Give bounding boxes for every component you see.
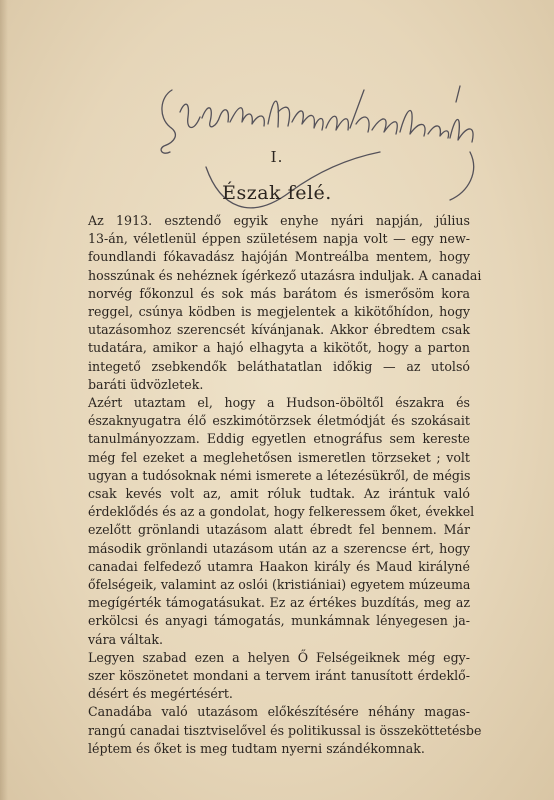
text-line: szer köszönetet mondani a tervem iránt tanusított érdeklő- (88, 668, 470, 684)
text-line: tanulmányozzam. Eddig egyetlen etnográfus sem kereste (88, 431, 470, 447)
page-fold-shadow (0, 0, 8, 800)
chapter-number: I. (270, 148, 284, 166)
paragraph (88, 703, 482, 758)
text-line: ezelőtt grönlandi utazásom alatt ébredt fel bennem. Már (88, 522, 470, 538)
text-line: második grönlandi utazásom után az a szerencse ért, hogy (88, 540, 470, 556)
text-line: ugyan a tudósoknak némi ismerete a létezésükről, de mégis (88, 467, 471, 483)
text-line: erkölcsi és anyagi támogatás, munkámnak lényegesen ja- (88, 613, 470, 629)
text-line: 13-án, véletlenül éppen születésem napja volt — egy new- (88, 231, 470, 247)
text-line: Legyen szabad ezen a helyen Ő Felségeiknek még egy- (88, 649, 470, 665)
text-line: északnyugatra élő eszkimótörzsek életmódját és szokásait (88, 413, 470, 429)
text-line: csak kevés volt az, amit róluk tudtak. Az irántuk való (88, 486, 470, 502)
text-line: Az 1913. esztendő egyik enyhe nyári napján, július (88, 213, 470, 228)
text-line: rangú canadai tisztviselővel és politikussal is összeköttetésbe (88, 722, 482, 738)
text-line: Canadába való utazásom előkészítésére néhány magas- (88, 704, 470, 720)
text-line: őfelségeik, valamint az oslói (kristiániai) egyetem múzeuma (88, 577, 471, 593)
text-line: désért és megértésért. (88, 686, 233, 702)
text-line: integető zsebkendők beláthatatlan időkig — az utolsó (88, 358, 470, 374)
text-line: vára váltak. (88, 631, 164, 647)
paragraph (88, 394, 475, 649)
text-line: foundlandi fókavadász hajóján Montreálba mentem, hogy (88, 249, 470, 265)
text-line: megígérték támogatásukat. Ez az értékes buzdítás, meg az (88, 595, 470, 611)
text-line: canadai felfedező utamra Haakon király és Maud királyné (88, 558, 470, 574)
chapter-title: Észak felé. (222, 182, 332, 204)
text-line: léptem és őket is meg tudtam nyerni szándékomnak. (88, 740, 425, 756)
paragraph (88, 649, 470, 704)
text-line: Azért utaztam el, hogy a Hudson-öböltől északra és (88, 395, 470, 411)
paragraph (88, 212, 482, 394)
text-line: norvég főkonzul és sok más barátom és ismerősöm kora (88, 285, 470, 301)
text-line: utazásomhoz szerencsét kívánjanak. Akkor ébredtem csak (88, 322, 470, 338)
text-line: még fel ezeket a meglehetősen ismeretlen törzseket ; volt (88, 449, 470, 465)
body-text (88, 212, 482, 758)
text-line: érdeklődés és az a gondolat, hogy felkeressem őket, évekkel (88, 504, 475, 520)
text-line: hosszúnak és nehéznek ígérkező utazásra induljak. A canadai (88, 267, 482, 283)
text-line: tudatára, amikor a hajó elhagyta a kikötőt, hogy a parton (88, 340, 470, 356)
text-line: baráti üdvözletek. (88, 376, 204, 392)
text-line: reggel, csúnya ködben is megjelentek a kikötőhídon, hogy (88, 304, 470, 320)
